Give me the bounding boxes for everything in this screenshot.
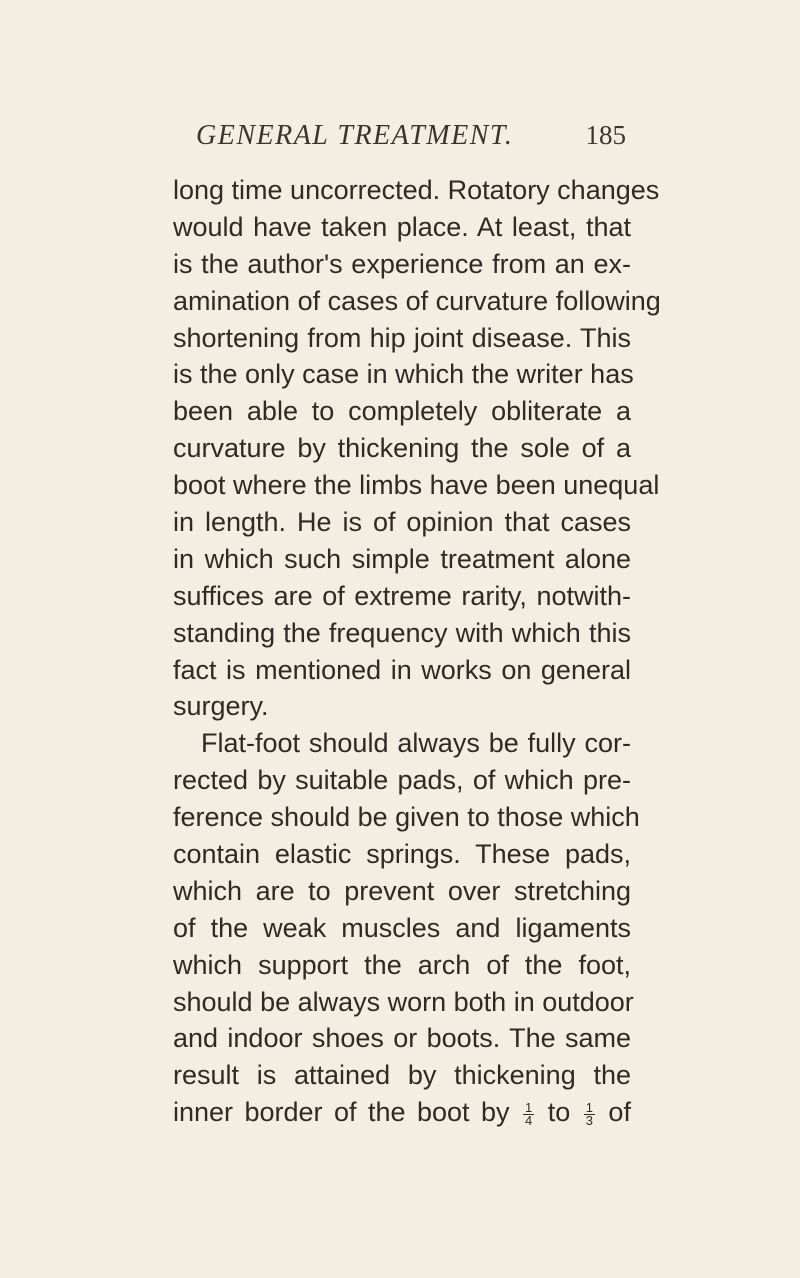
fraction-denominator: 3 <box>585 1112 593 1128</box>
text-line: fact is mentioned in works on general <box>173 654 631 685</box>
text-line: suffices are of extreme rarity, notwith- <box>173 580 631 611</box>
fraction-one-quarter <box>523 1099 534 1128</box>
text-line: in which such simple treatment alone <box>173 543 631 574</box>
body-text <box>173 172 661 1131</box>
text-line: is the author's experience from an ex- <box>173 248 631 279</box>
text-line-with-fractions <box>173 1094 631 1131</box>
text-line: in length. He is of opinion that cases <box>173 507 631 538</box>
text-line: amination of cases of curvature following <box>173 285 661 316</box>
text-line: contain elastic springs. These pads, <box>173 839 631 870</box>
text-line: would have taken place. At least, that <box>173 211 631 242</box>
running-title: GENERAL TREATMENT. <box>196 120 514 151</box>
fraction-denominator: 4 <box>525 1112 533 1128</box>
fraction-numerator: 1 <box>585 1099 593 1115</box>
text-line: boot where the limbs have been unequal <box>173 470 660 501</box>
text-line: ference should be given to those which <box>173 802 640 833</box>
text-line: result is attained by thickening the <box>173 1060 631 1091</box>
line-text-middle: to <box>547 1097 571 1128</box>
text-line: rected by suitable pads, of which pre- <box>173 765 631 796</box>
text-line: shortening from hip joint disease. This <box>173 322 631 353</box>
text-line: which support the arch of the foot, <box>173 949 631 980</box>
text-line: long time uncorrected. Rotatory changes <box>173 175 660 205</box>
fraction-one-third <box>584 1099 595 1128</box>
paragraph-start-line: Flat-foot should always be fully cor- <box>201 728 631 759</box>
text-line: should be always worn both in outdoor <box>173 986 634 1017</box>
text-line: which are to prevent over stretching <box>173 875 631 906</box>
text-line: of the weak muscles and ligaments <box>173 912 631 943</box>
page-number: 185 <box>585 120 626 150</box>
paragraph-end-line: surgery. <box>173 691 269 722</box>
text-line: been able to completely obliterate a <box>173 396 631 427</box>
text-line: is the only case in which the writer has <box>173 359 634 390</box>
text-line: curvature by thickening the sole of a <box>173 433 631 464</box>
text-line: standing the frequency with which this <box>173 617 631 648</box>
line-text-after: of <box>608 1097 631 1128</box>
running-head <box>196 120 626 160</box>
line-text-before: inner border of the boot by <box>173 1097 510 1128</box>
fraction-numerator: 1 <box>525 1099 533 1115</box>
text-line: and indoor shoes or boots. The same <box>173 1023 631 1054</box>
